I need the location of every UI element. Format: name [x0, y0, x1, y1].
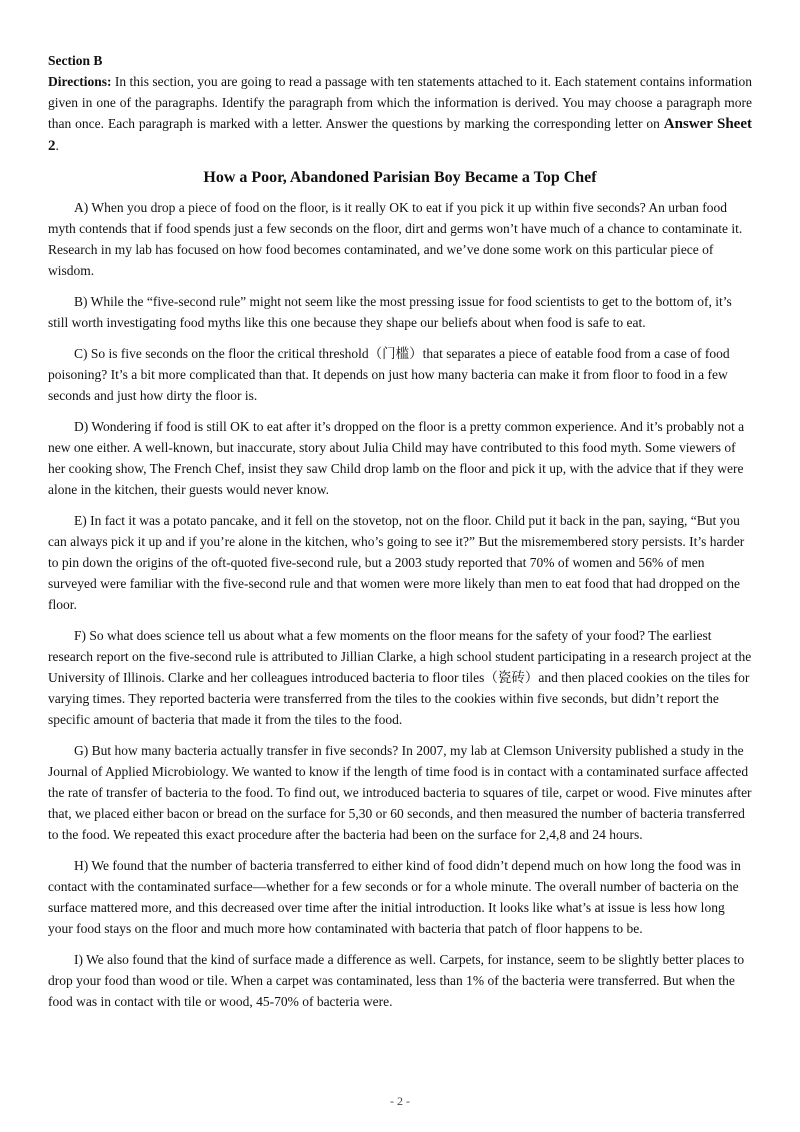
paragraph-c: C) So is five seconds on the floor the critical threshold（门槛）that separates a piece of eatable food from a case of food poisoning? It’s a bit more complicated than that. It depends on just how many bacteria can make it from floor to food in a few seconds and just how dirty the floor is. [48, 346, 730, 403]
document-page [48, 50, 752, 1022]
paragraph-e: E) In fact it was a potato pancake, and it fell on the stovetop, not on the floor. Child put it back in the pan, saying, “But you can always pick it up and if you’re alone in the kitchen, who’s going to see it?” But the misremembered story persists. It’s harder to pin down the origins of the oft-quoted five-second rule, but a 2003 study reported that 70% of women and 56% of men surveyed were familiar with the five-second rule and that women were more likely than men to eat food that had dropped on the floor. [48, 513, 745, 612]
paragraph-d: D) Wondering if food is still OK to eat after it’s dropped on the floor is a pretty common experience. And it’s probably not a new one either. A well-known, but inaccurate, story about Julia Child may have contributed to this food myth. Some viewers of her cooking show, The French Chef, insist they saw Child drop lamb on the floor and pick it up, with the advice that if they were alone in the kitchen, their guests would never know. [48, 419, 745, 497]
answer-sheet-label: Answer Sheet 2 [48, 116, 752, 154]
paragraph-f: F) So what does science tell us about what a few moments on the floor means for the safety of your food? The earliest research report on the five-second rule is attributed to Jillian Clarke, a high school student participating in a research project at the University of Illinois. Clarke and her colleagues introduced bacteria to floor tiles（瓷砖）and then placed cookies on the tiles for varying times. They reported bacteria were transferred from the tiles to the cookies within five seconds, but didn’t report the specific amount of bacteria that made it from the tiles to the food. [48, 628, 752, 727]
directions-text: In this section, you are going to read a passage with ten statements attached to it. Each statement contains information given in one of the paragraphs. Identify the paragraph from which the information is derived. You may choose a paragraph more than once. Each paragraph is marked with a letter. Answer the questions by marking the corresponding letter on [48, 74, 752, 131]
paragraph-b: B) While the “five-second rule” might not seem like the most pressing issue for food scientists to get to the bottom of, it’s still worth investigating food myths like this one because they shape our beliefs about when food is safe to eat. [48, 294, 732, 330]
article-title: How a Poor, Abandoned Parisian Boy Became a Top Chef [203, 169, 597, 186]
paragraph-a: A) When you drop a piece of food on the floor, is it really OK to eat if you pick it up within five seconds? An urban food myth contends that if food spends just a few seconds on the floor, dirt and germs won’t have much of a chance to contaminate it. Research in my lab has focused on how food becomes contaminated, and we’ve done some work on this particular piece of wisdom. [48, 200, 743, 278]
directions-label: Directions: [48, 74, 112, 89]
paragraph-h: H) We found that the number of bacteria transferred to either kind of food didn’t depend much on how long the food was in contact with the contaminated surface—whether for a few seconds or for a whole minute. The overall number of bacteria on the surface mattered more, and this decreased over time after the initial introduction. It looks like what’s at issue is less how long your food stays on the floor and much more how contaminated with bacteria that patch of floor happens to be. [48, 858, 741, 936]
paragraph-g: G) But how many bacteria actually transfer in five seconds? In 2007, my lab at Clemson University published a study in the Journal of Applied Microbiology. We wanted to know if the length of time food is in contact with a contaminated surface affected the rate of transfer of bacteria to the food. To find out, we introduced bacteria to squares of tile, carpet or wood. Five minutes after that, we placed either bacon or bread on the surface for 5,30 or 60 seconds, and then measured the number of bacteria transferred to the food. We repeated this exact procedure after the bacteria had been on the surface for 2,4,8 and 24 hours. [48, 743, 752, 842]
directions [48, 71, 752, 157]
directions-end: . [55, 138, 59, 153]
section-heading: Section B [48, 53, 103, 68]
page-number: - 2 - [390, 1094, 410, 1108]
paragraph-i: I) We also found that the kind of surface made a difference as well. Carpets, for instance, seem to be slightly better places to drop your food than wood or tile. When a carpet was contaminated, less than 1% of the bacteria were transferred. But when the food was in contact with tile or wood, 45-70% of bacteria were. [48, 952, 745, 1009]
